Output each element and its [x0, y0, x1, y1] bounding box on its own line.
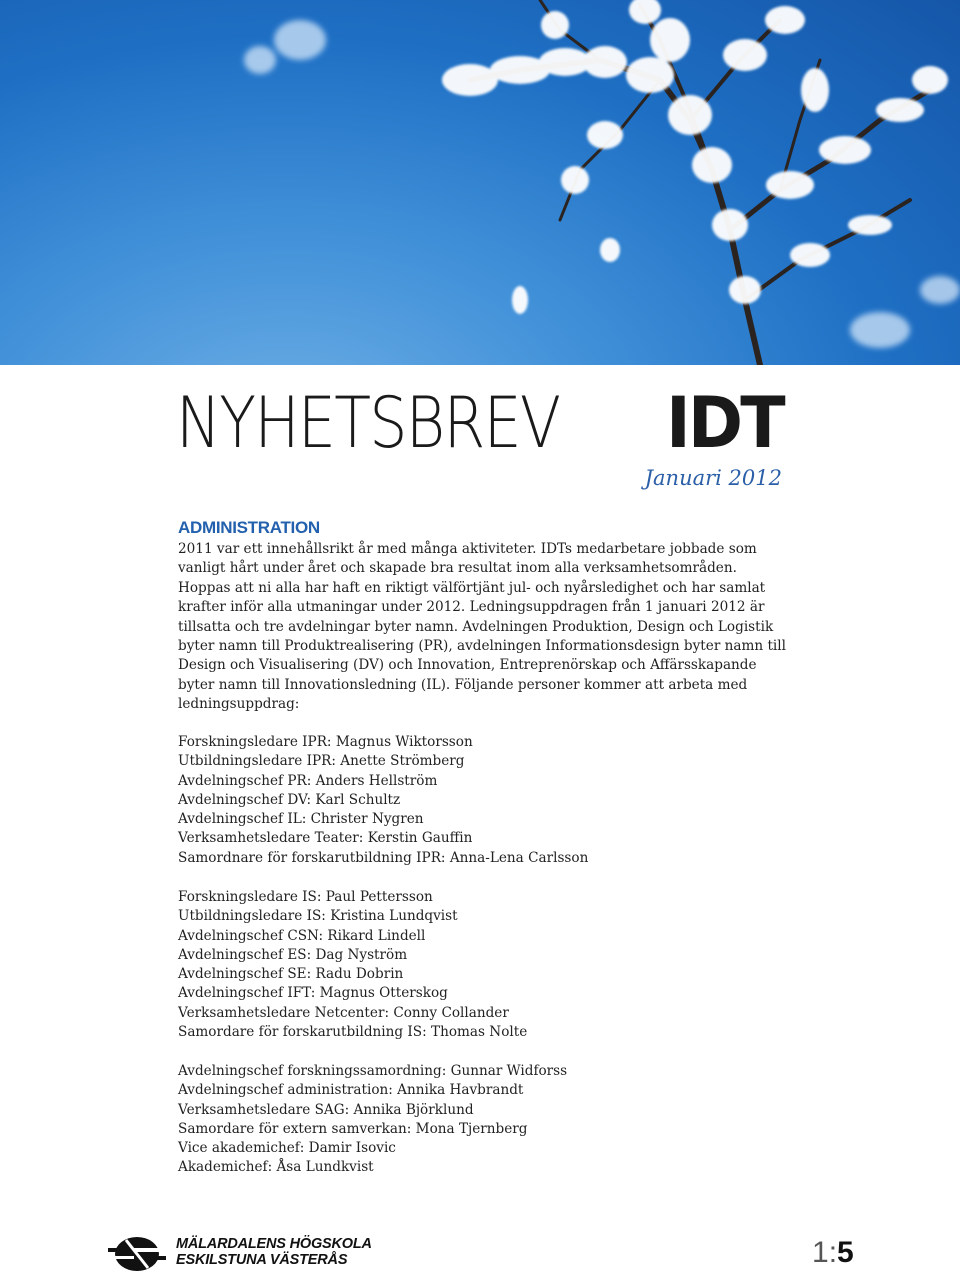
masthead-title-bold: IDT	[666, 382, 783, 464]
section-heading: ADMINISTRATION	[178, 518, 320, 537]
list-item: Verksamhetsledare Netcenter: Conny Collander	[178, 1004, 509, 1021]
list-item: Samordare för extern samverkan: Mona Tjernberg	[178, 1120, 528, 1137]
frost-branch-illustration	[0, 0, 960, 365]
page-current: 1	[812, 1236, 829, 1269]
masthead-title-light: NYHETSBREV	[176, 382, 560, 464]
list-item: Forskningsledare IPR: Magnus Wiktorsson	[178, 734, 473, 750]
issue-date: Januari 2012	[644, 466, 782, 490]
list-item: Samordnare för forskarutbildning IPR: Anna-Lena Carlsson	[178, 849, 589, 866]
list-item: Avdelningschef IFT: Magnus Otterskog	[178, 985, 448, 1002]
university-logo-text	[176, 1236, 372, 1268]
list-item: Avdelningschef IL: Christer Nygren	[178, 811, 424, 828]
page-separator: :	[828, 1236, 838, 1269]
list-item: Vice akademichef: Damir Isovic	[178, 1140, 396, 1157]
list-item: Avdelningschef CSN: Rikard Lindell	[178, 927, 426, 944]
staff-list-is	[178, 888, 527, 1042]
list-item: Avdelningschef DV: Karl Schultz	[178, 791, 401, 808]
list-item: Utbildningsledare IPR: Anette Strömberg	[178, 753, 465, 770]
list-item: Forskningsledare IS: Paul Pettersson	[178, 889, 433, 905]
university-logo-icon	[104, 1234, 170, 1278]
list-item: Utbildningsledare IS: Kristina Lundqvist	[178, 908, 458, 925]
staff-list-academy	[178, 1062, 567, 1178]
list-item: Verksamhetsledare SAG: Annika Björklund	[178, 1101, 474, 1118]
list-item: Avdelningschef administration: Annika Havbrandt	[178, 1082, 524, 1099]
intro-paragraph	[178, 540, 788, 715]
logo-line-2: ESKILSTUNA VÄSTERÅS	[176, 1252, 348, 1268]
list-item: Akademichef: Åsa Lundkvist	[178, 1159, 374, 1176]
intro-text: 2011 var ett innehållsrikt år med många aktiviteter. IDTs medarbetare jobbade som vanligt hårt under året och skapade bra resultat inom alla verksamhetsområden. Hoppas att ni alla har haft en riktigt välförtjänt jul- och nyårsledighet och har samlat krafter inför alla utmaningar under 2012. Ledningsuppdragen från 1 januari 2012 är tillsatta och tre avdelningar byter namn. Avdelningen Produktion, Design och Logistik byter namn till Produktrealisering (PR), avdelningen Informationsdesign byter namn till Design och Visualisering (DV) och Innovation, Entreprenörskap och Affärsskapande byter namn till Innovationsledning (IL). Följande personer kommer att arbeta med ledningsuppdrag:	[178, 541, 786, 713]
list-item: Samordare för forskarutbildning IS: Thomas Nolte	[178, 1024, 528, 1041]
list-item: Verksamhetsledare Teater: Kerstin Gauffin	[178, 830, 473, 847]
page-indicator	[812, 1236, 854, 1270]
hero-photo-frosty-branch	[0, 0, 960, 365]
staff-list-ipr	[178, 733, 588, 868]
newsletter-masthead	[176, 382, 796, 462]
list-item: Avdelningschef SE: Radu Dobrin	[178, 966, 404, 983]
page-total: 5	[837, 1236, 854, 1269]
list-item: Avdelningschef forskningssamordning: Gunnar Widforss	[178, 1063, 568, 1079]
list-item: Avdelningschef ES: Dag Nyström	[178, 946, 408, 963]
list-item: Avdelningschef PR: Anders Hellström	[178, 772, 438, 789]
logo-line-1: MÄLARDALENS HÖGSKOLA	[176, 1236, 372, 1252]
